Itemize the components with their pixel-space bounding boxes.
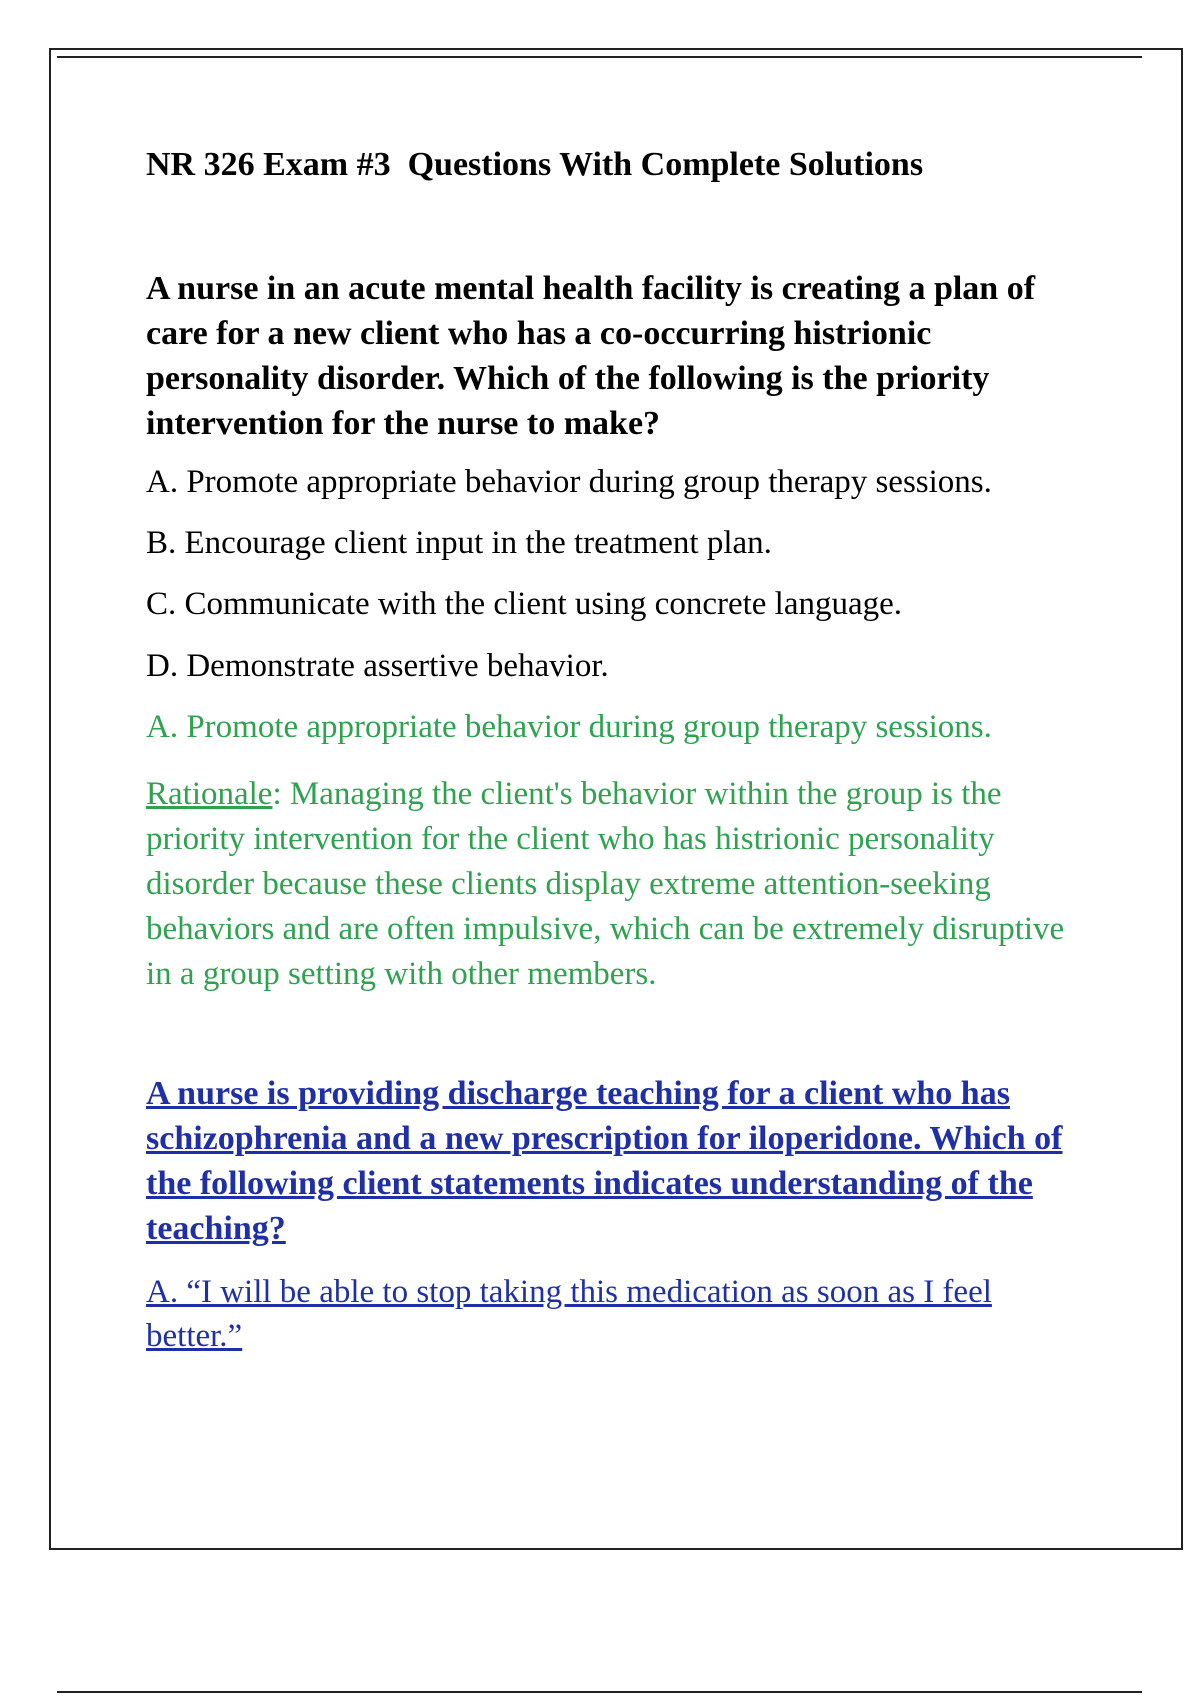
question-1-option-d: D. Demonstrate assertive behavior.: [146, 648, 609, 684]
bottom-rule: [57, 1691, 1142, 1693]
frame-top-rule: [57, 56, 1142, 58]
document-title: NR 326 Exam #3 Questions With Complete Solutions: [146, 146, 924, 183]
rationale-text: : Managing the client's behavior within the group is the priority intervention for the client who has histrionic personality disorder because these clients display extreme attention-seeking behaviors and are often impulsive, which can be extremely disruptive in a group setting with other members.: [146, 776, 1065, 992]
question-1-stem: A nurse in an acute mental health facility is creating a plan of care for a new client who has a co-occurring histrionic personality disorder. Which of the following is the priority intervention for the nurse to make?: [146, 270, 1036, 442]
question-1-rationale: [146, 772, 1096, 997]
question-1-option-c: C. Communicate with the client using concrete language.: [146, 586, 903, 622]
question-2-stem[interactable]: A nurse is providing discharge teaching for a client who has schizophrenia and a new prescription for iloperidone. Which of the following client statements indicates understanding of the teaching?: [146, 1075, 1063, 1247]
question-1-option-b: B. Encourage client input in the treatment plan.: [146, 525, 772, 561]
rationale-label: Rationale: [146, 776, 273, 812]
question-2-option-a[interactable]: A. “I will be able to stop taking this medication as soon as I feel better.”: [146, 1274, 992, 1354]
question-1-option-a: A. Promote appropriate behavior during group therapy sessions.: [146, 464, 992, 500]
question-1-answer: A. Promote appropriate behavior during group therapy sessions.: [146, 709, 992, 745]
